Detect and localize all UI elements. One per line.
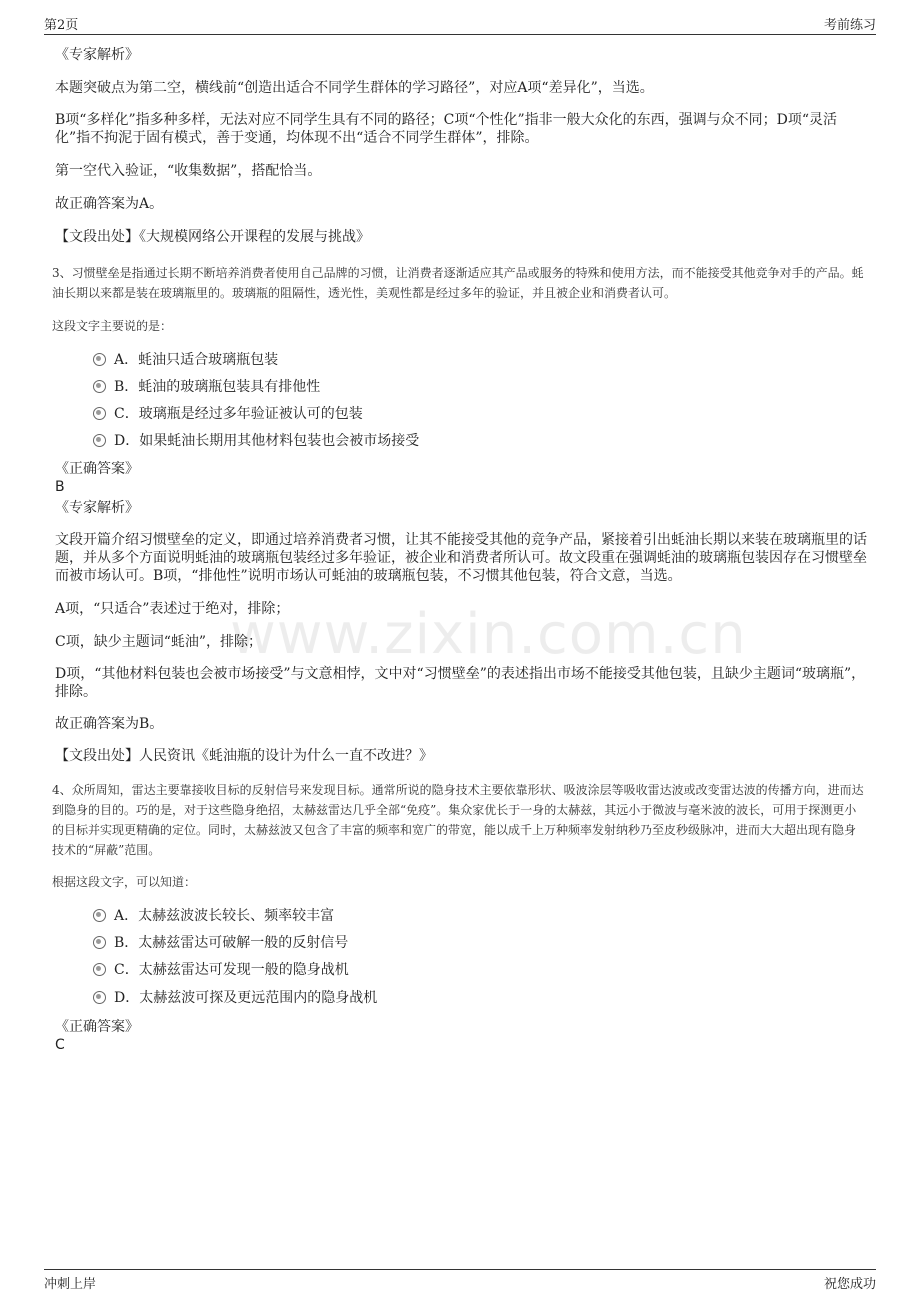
radio-icon[interactable] [93,353,106,366]
q2-expert-label: 《专家解析》 [55,47,139,63]
q3-analysis-p2: A项，“只适合”表述过于绝对，排除； [55,601,290,617]
radio-icon[interactable] [93,963,106,976]
radio-icon[interactable] [93,380,106,393]
q2-source: 【文段出处】《大规模网络公开课程的发展与挑战》 [55,229,370,245]
q2-analysis-p4: 故正确答案为A。 [55,196,164,212]
footer-left-text: 冲刺上岸 [44,1277,97,1292]
q4-answer-label: 《正确答案》 [55,1019,139,1035]
q3-analysis-p1: 文段开篇介绍习惯壁垒的定义，即通过培养消费者习惯，让其不能接受其他的竞争产品，紧接着引出蚝油长期以来装在玻璃瓶里的话题，并从多个方面说明蚝油的玻璃瓶包装经过多年验证，被企业和消费者所认可。故文段重在强调蚝油的玻璃瓶包装因存在习惯壁垒而被市场认可。B项，“排他性”说明市场认可蚝油的玻璃瓶包装，不习惯其他包装，符合文意，当选。 [55,532,867,584]
q3-prompt: 这段文字主要说的是： [52,319,173,333]
watermark: www.zixin.com.cn [230,602,747,667]
page-footer [44,1269,876,1294]
q4-stem: 4、众所周知，雷达主要靠接收目标的反射信号来发现目标。通常所说的隐身技术主要依靠形状、吸波涂层等吸收雷达波或改变雷达波的传播方向，进而达到隐身的目的。巧的是，对于这些隐身绝招，太赫兹雷达几乎全部“免疫”。集众家优长于一身的太赫兹，其远小于微波与毫米波的波长，可用于探测更小的目标并实现更精确的定位。同时，太赫兹波又包含了丰富的频率和宽广的带宽，能以成千上万种频率发射纳秒乃至皮秒级脉冲，进而大大超出现有隐身技术的“屏蔽”范围。 [52,783,864,857]
radio-icon[interactable] [93,909,106,922]
q3-answer: B [55,479,65,495]
header-title: 考前练习 [823,18,876,33]
page-header [44,12,876,35]
q4-option-c[interactable]: C．太赫兹雷达可发现一般的隐身战机 [93,961,349,979]
page-number: 第2页 [44,18,79,33]
q3-stem: 3、习惯壁垒是指通过长期不断培养消费者使用自己品牌的习惯，让消费者逐渐适应其产品或服务的特殊和使用方法，而不能接受其他竞争对手的产品。蚝油长期以来都是装在玻璃瓶里的。玻璃瓶的阻隔性，透光性，美观性都是经过多年的验证，并且被企业和消费者认可。 [52,266,864,300]
q3-analysis-p3: C项，缺少主题词“蚝油”，排除； [55,634,263,650]
q3-option-c[interactable]: C．玻璃瓶是经过多年验证被认可的包装 [93,405,363,423]
radio-icon[interactable] [93,407,106,420]
footer-right-text: 祝您成功 [823,1277,876,1292]
q4-option-d[interactable]: D．太赫兹波可探及更远范围内的隐身战机 [93,989,377,1007]
q4-option-b[interactable]: B．太赫兹雷达可破解一般的反射信号 [93,934,348,952]
radio-icon[interactable] [93,434,106,447]
q4-option-a[interactable]: A．太赫兹波波长较长、频率较丰富 [93,907,334,925]
q2-analysis-p3: 第一空代入验证，“收集数据”，搭配恰当。 [55,163,322,179]
q3-option-d[interactable]: D．如果蚝油长期用其他材料包装也会被市场接受 [93,432,419,450]
q3-option-b[interactable]: B．蚝油的玻璃瓶包装具有排他性 [93,378,320,396]
q3-expert-label: 《专家解析》 [55,500,139,516]
q3-option-a[interactable]: A．蚝油只适合玻璃瓶包装 [93,351,278,369]
q3-analysis-p4: D项，“其他材料包装也会被市场接受”与文意相悖，文中对“习惯壁垒”的表述指出市场不能接受其他包装，且缺少主题词“玻璃瓶”，排除。 [55,666,866,700]
q2-analysis-p1: 本题突破点为第二空，横线前“创造出适合不同学生群体的学习路径”，对应A项“差异化”，当选。 [55,80,654,96]
q3-source: 【文段出处】人民资讯《蚝油瓶的设计为什么一直不改进？》 [55,748,433,764]
q3-analysis-p5: 故正确答案为B。 [55,716,164,732]
q4-prompt: 根据这段文字，可以知道： [52,875,197,889]
radio-icon[interactable] [93,936,106,949]
q4-answer: C [55,1037,65,1053]
radio-icon[interactable] [93,991,106,1004]
q2-analysis-p2: B项“多样化”指多种多样，无法对应不同学生具有不同的路径；C项“个性化”指非一般大众化的东西，强调与众不同；D项“灵活化”指不拘泥于固有模式，善于变通，均体现不出“适合不同学生群体”，排除。 [55,112,838,146]
q3-answer-label: 《正确答案》 [55,461,139,477]
